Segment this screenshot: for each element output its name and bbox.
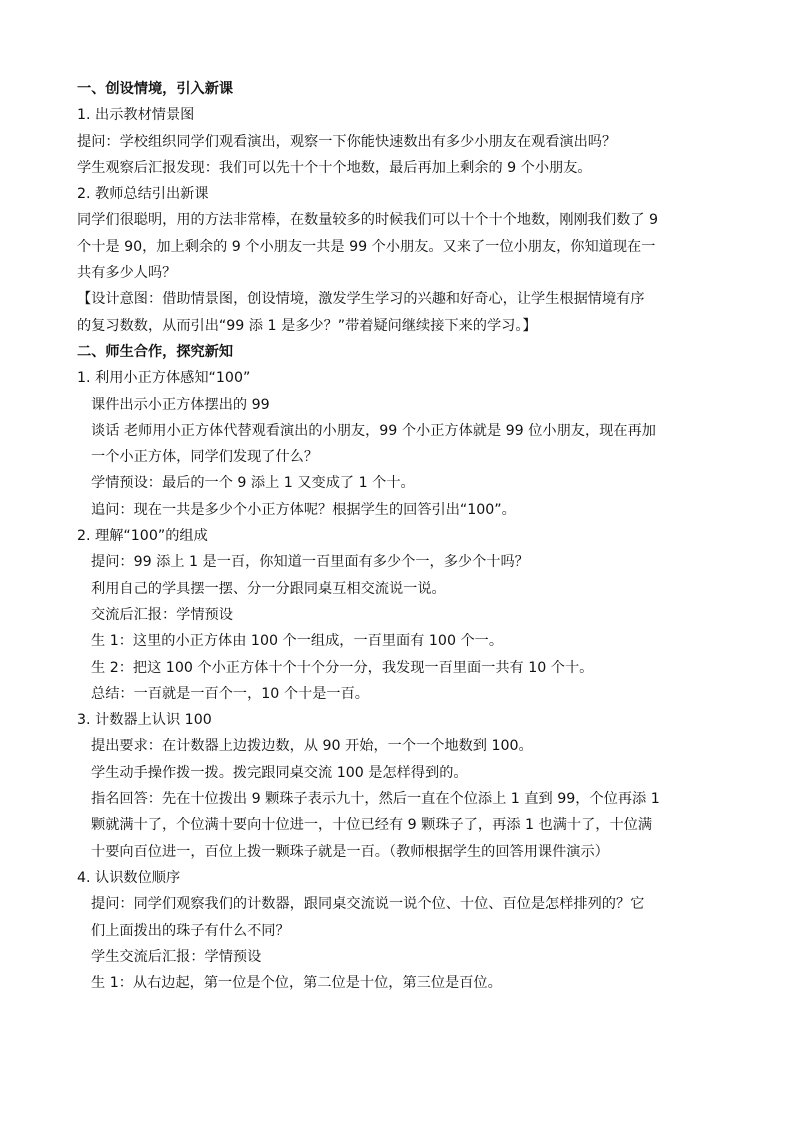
paragraph-line: 十要向百位进一，百位上拨一颗珠子就是一百。（教师根据学生的回答用课件演示） [91, 843, 609, 860]
paragraph-line: 生 2：把这 100 个小正方体十个十个分一分，我发现一百里面一共有 10 个十。 [91, 659, 594, 676]
paragraph-line: 课件出示小正方体摆出的 99 [91, 396, 270, 413]
paragraph-line: 提问：同学们观察我们的计数器，跟同桌交流说一说个位、十位、百位是怎样排列的？它 [91, 896, 645, 913]
paragraph-line: 共有多少人吗？ [77, 265, 177, 282]
paragraph-line: 总结：一百就是一百个一，10 个十是一百。 [91, 685, 369, 702]
step-heading: 1. 出示教材情景图 [77, 107, 195, 124]
paragraph-line: 提问：学校组织同学们观看演出，观察一下你能快速数出有多少小朋友在观看演出吗？ [77, 133, 617, 150]
paragraph-line: 提出要求：在计数器上边拨边数，从 90 开始，一个一个地数到 100。 [91, 738, 533, 755]
paragraph-line: 学生交流后汇报：学情预设 [91, 948, 262, 965]
design-intent-line: 的复习数数，从而引出“99 添 1 是多少？”带着疑问继续接下来的学习。】 [77, 317, 537, 334]
paragraph-line: 提问：99 添上 1 是一百，你知道一百里面有多少个一，多少个十吗？ [91, 554, 529, 571]
step-heading: 4. 认识数位顺序 [77, 869, 181, 886]
paragraph-line: 学情预设：最后的一个 9 添上 1 又变成了 1 个十。 [91, 475, 415, 492]
paragraph-line: 生 1：这里的小正方体由 100 个一组成，一百里面有 100 个一。 [91, 633, 504, 650]
step-heading: 1. 利用小正方体感知“100” [77, 370, 251, 387]
design-intent-line: 【设计意图：借助情景图，创设情境，激发学生学习的兴趣和好奇心，让学生根据情境有序 [77, 291, 645, 308]
paragraph-line: 生 1：从右边起，第一位是个位，第二位是十位，第三位是百位。 [91, 975, 502, 992]
paragraph-line: 谈话 老师用小正方体代替观看演出的小朋友，99 个小正方体就是 99 位小朋友，现在再加 [91, 422, 656, 439]
step-heading: 2. 理解“100”的组成 [77, 528, 208, 545]
paragraph-line: 交流后汇报：学情预设 [91, 606, 233, 623]
step-heading: 3. 计数器上认识 100 [77, 712, 212, 729]
section-heading-1: 一、创设情境，引入新课 [77, 81, 234, 97]
step-heading: 2. 教师总结引出新课 [77, 186, 209, 203]
document-page [77, 76, 717, 996]
paragraph-line: 颗就满十了，个位满十要向十位进一，十位已经有 9 颗珠子了，再添 1 也满十了，十位满 [91, 817, 653, 834]
paragraph-line: 利用自己的学具摆一摆、分一分跟同桌互相交流说一说。 [91, 580, 446, 597]
paragraph-line: 学生动手操作拨一拨。拨完跟同桌交流 100 是怎样得到的。 [91, 764, 468, 781]
section-heading-2: 二、师生合作，探究新知 [77, 343, 234, 360]
paragraph-line: 一个小正方体，同学们发现了什么？ [91, 449, 319, 466]
paragraph-line: 个十是 90，加上剩余的 9 个小朋友一共是 99 个小朋友。又来了一位小朋友，你知道现在一 [77, 238, 656, 255]
paragraph-line: 指名回答：先在十位拨出 9 颗珠子表示九十，然后一直在个位添上 1 直到 99，个位再添 1 [91, 791, 660, 808]
paragraph-line: 追问：现在一共是多少个小正方体呢？根据学生的回答引出“100”。 [91, 501, 516, 518]
paragraph-line: 学生观察后汇报发现：我们可以先十个十个地数，最后再加上剩余的 9 个小朋友。 [77, 159, 592, 176]
paragraph-line: 同学们很聪明，用的方法非常棒，在数量较多的时候我们可以十个十个地数，刚刚我们数了 9 [77, 212, 659, 229]
paragraph-line: 们上面拨出的珠子有什么不同？ [91, 922, 290, 939]
